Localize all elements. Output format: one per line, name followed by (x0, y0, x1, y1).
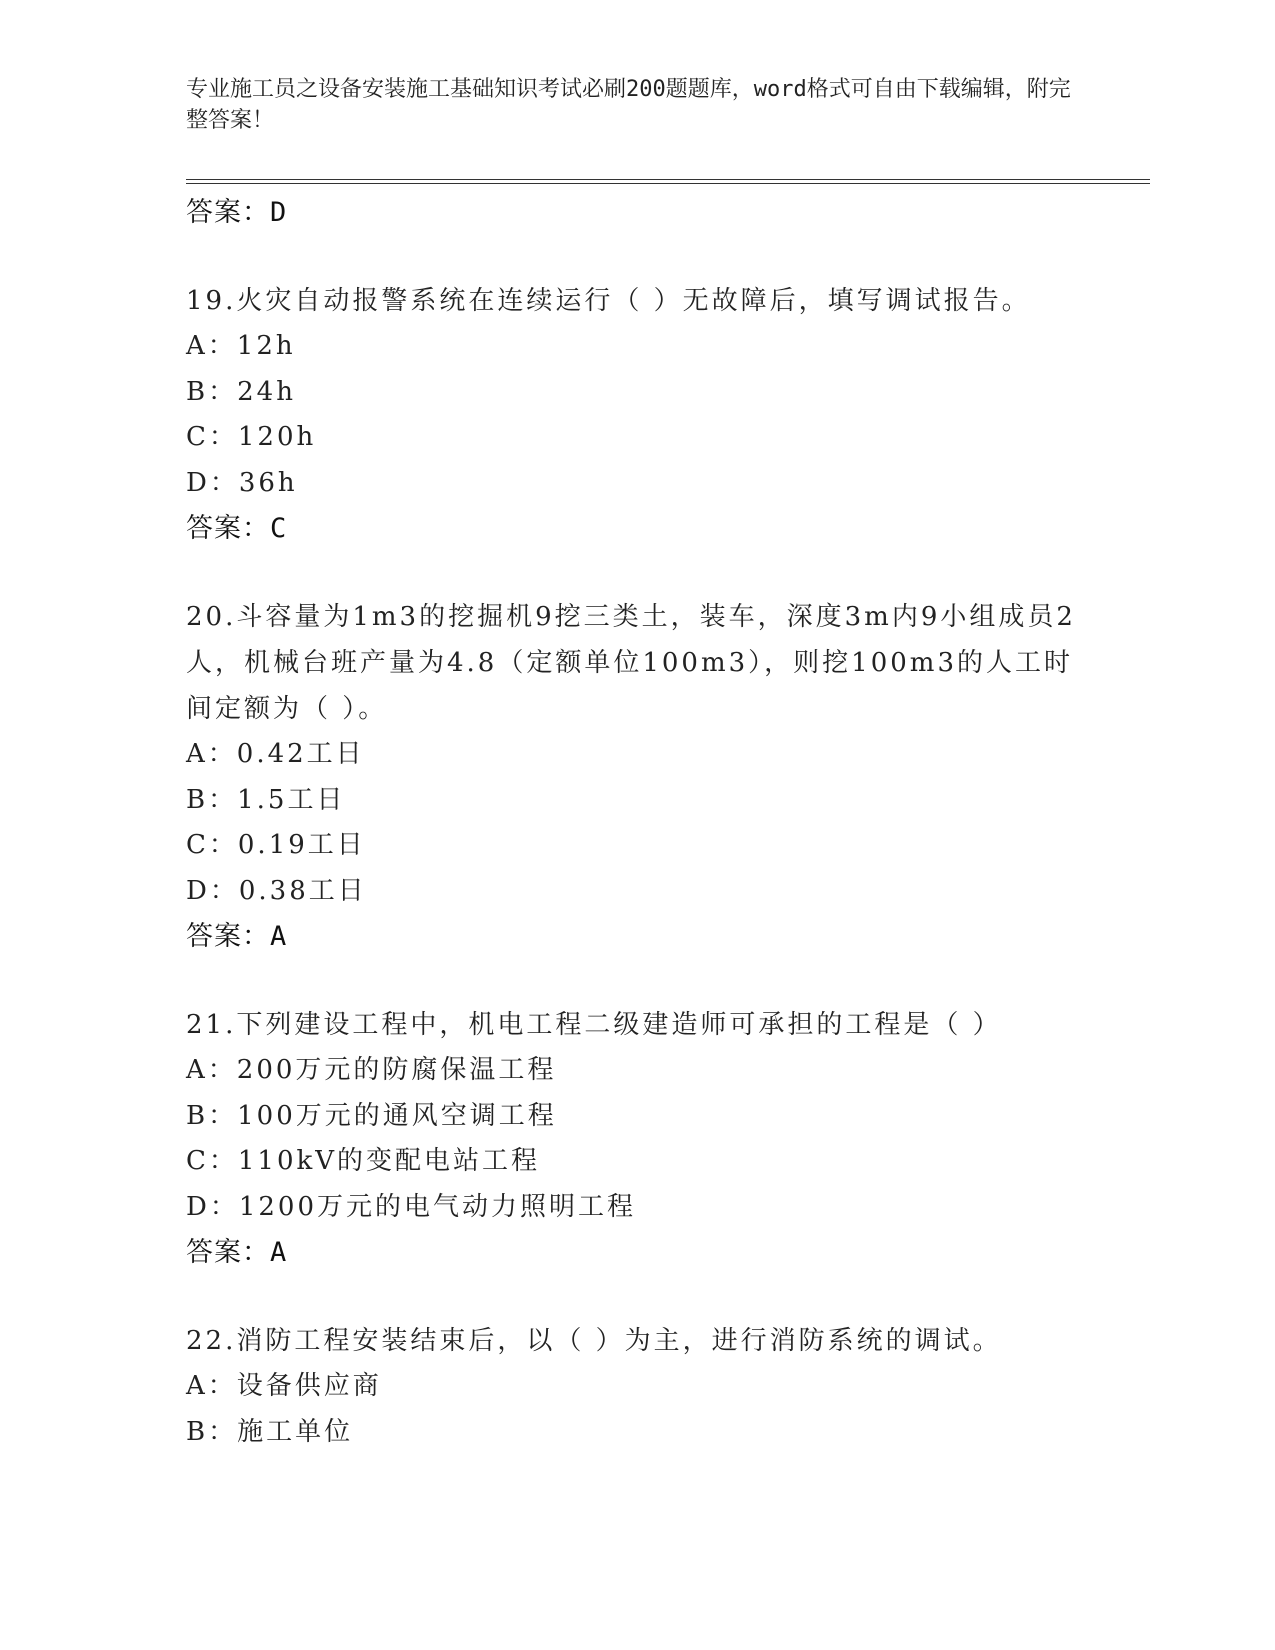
header-divider-top (186, 179, 1150, 180)
question-21 (186, 1002, 1086, 1276)
option-c: C：120h (186, 422, 317, 452)
option-d: D：0.38工日 (186, 875, 367, 906)
option-c: C：110kV的变配电站工程 (186, 1146, 541, 1176)
question-19 (186, 278, 1086, 552)
question-20 (186, 594, 1086, 960)
option-a: A：200万元的防腐保温工程 (186, 1055, 557, 1085)
question-text: 22.消防工程安装结束后，以（ ）为主，进行消防系统的调试。 (186, 1326, 1002, 1356)
option-d: D：36h (186, 467, 298, 498)
question-text: 20.斗容量为1m3的挖掘机9挖三类土，装车，深度3m内9小组成员2人，机械台班产量为4.8（定额单位100m3），则挖100m3的人工时间定额为（ ）。 (186, 602, 1076, 724)
option-b: B：24h (186, 376, 296, 407)
option-c: C：0.19工日 (186, 830, 366, 860)
option-b: B：1.5工日 (186, 784, 346, 815)
question-list (186, 190, 1086, 1455)
answer-label: 答案：C (186, 513, 288, 544)
option-a: A：0.42工日 (186, 739, 365, 769)
answer-label: 答案：D (186, 197, 288, 228)
option-a: A：12h (186, 331, 296, 361)
option-d: D：1200万元的电气动力照明工程 (186, 1191, 637, 1222)
document-header: 专业施工员之设备安装施工基础知识考试必刷200题题库，word格式可自由下载编辑，附完整答案！ (186, 77, 1071, 133)
answer-label: 答案：A (186, 921, 288, 952)
question-text: 21.下列建设工程中，机电工程二级建造师可承担的工程是（ ） (186, 1010, 1002, 1040)
answer-label: 答案：A (186, 1237, 288, 1268)
option-b: B：100万元的通风空调工程 (186, 1100, 557, 1131)
question-22 (186, 1318, 1086, 1455)
question-text: 19.火灾自动报警系统在连续运行（ ）无故障后，填写调试报告。 (186, 286, 1031, 316)
option-b: B：施工单位 (186, 1416, 354, 1447)
header-divider-bottom (186, 183, 1150, 184)
option-a: A：设备供应商 (186, 1371, 382, 1401)
